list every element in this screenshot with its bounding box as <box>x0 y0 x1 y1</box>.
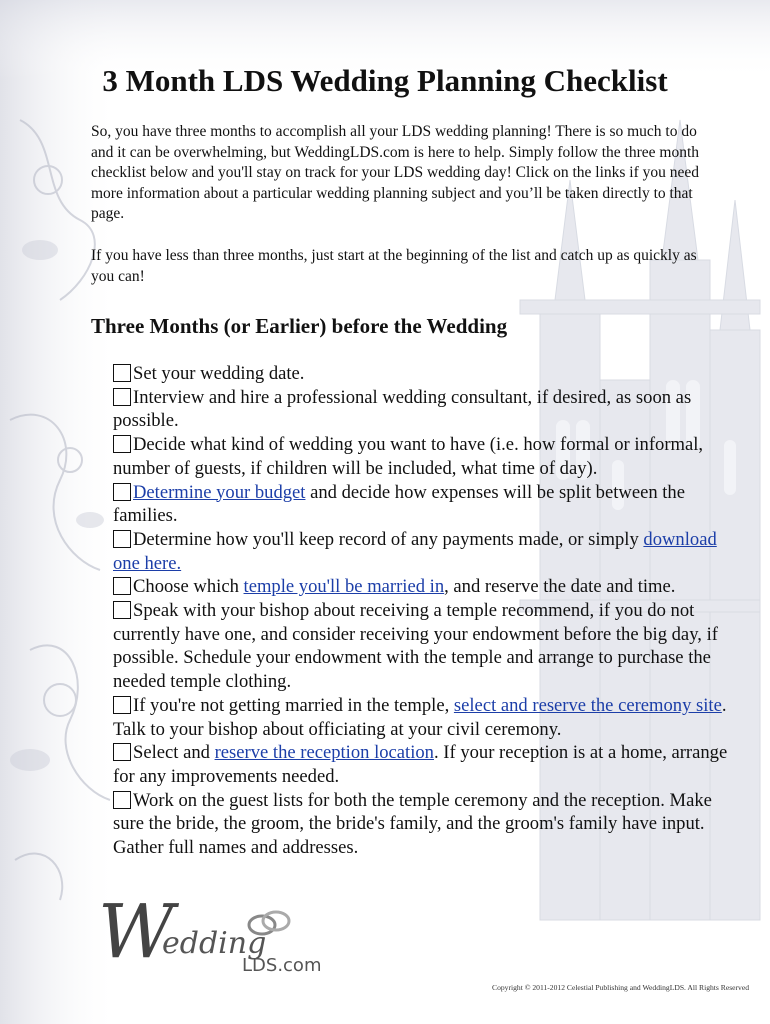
item-text: , and reserve the date and time. <box>444 576 676 598</box>
item-text: Determine how you'll keep record of any payments made, or simply <box>133 528 644 550</box>
checkbox[interactable] <box>113 601 131 619</box>
copyright-notice: Copyright © 2011-2012 Celestial Publishing and WeddingLDS. All Rights Reserved <box>492 983 750 992</box>
rings-icon <box>244 905 294 939</box>
item-text: Set your wedding date. <box>133 363 305 384</box>
checkbox[interactable] <box>113 530 131 548</box>
ceremony-site-link[interactable]: select and reserve the ceremony site <box>453 694 722 716</box>
section-heading: Three Months (or Earlier) before the Wedding <box>91 314 508 338</box>
checklist-item <box>113 362 738 386</box>
checklist-item <box>113 433 738 480</box>
page-title: 3 Month LDS Wedding Planning Checklist <box>102 63 668 98</box>
item-text: Interview and hire a professional wedding consultant, if desired, as soon as possible. <box>113 386 692 432</box>
checklist-item <box>113 481 738 528</box>
checklist-item <box>113 694 738 741</box>
logo-lds: LDS.com <box>242 955 322 976</box>
intro-paragraph: So, you have three months to accomplish all your LDS wedding planning! There is so much to do and it can be overwhelming, but WeddingLDS.com is here to help. Simply follow the three month checklist below and you'll stay on track for your LDS wedding day! Click on the links if you need more information about a particular wedding planning subject and you’ll be taken directly to that page. <box>91 123 700 223</box>
budget-link[interactable]: Determine your budget <box>133 481 306 503</box>
checkbox[interactable] <box>113 743 131 761</box>
temple-link[interactable]: temple you'll be married in <box>243 576 445 598</box>
intro-paragraph-2: If you have less than three months, just start at the beginning of the list and catch up as quickly as you can! <box>91 247 697 285</box>
logo-w: W <box>98 889 175 975</box>
checklist-item <box>113 599 738 694</box>
download-link[interactable]: download one here. <box>113 528 717 574</box>
item-text: Select and <box>133 742 215 764</box>
checkbox[interactable] <box>113 483 131 501</box>
checklist-item <box>113 528 738 575</box>
checkbox[interactable] <box>113 696 131 714</box>
item-text: Work on the guest lists for both the temple ceremony and the reception. Make sure the bride, the groom, the bride's family, and the groom's family have input. Gather full names and addresses. <box>113 789 712 859</box>
checklist-item <box>113 386 738 433</box>
item-text: . Talk to your bishop about officiating at your civil ceremony. <box>113 694 727 740</box>
checkbox[interactable] <box>113 577 131 595</box>
item-text: and decide how expenses will be split between the families. <box>113 481 685 527</box>
checklist-item <box>113 741 738 788</box>
checklist <box>113 362 738 860</box>
item-text: . If your reception is at a home, arrange for any improvements needed. <box>113 742 728 787</box>
checkbox[interactable] <box>113 791 131 809</box>
weddinglds-logo <box>92 889 352 995</box>
item-text: Speak with your bishop about receiving a temple recommend, if you do not currently have one, and consider receiving your endowment before the big day, if possible. Schedule your endowment with the temple and arrange to purchase the needed temple clothing. <box>113 600 718 693</box>
item-text: If you're not getting married in the temple, <box>133 694 454 716</box>
checkbox[interactable] <box>113 435 131 453</box>
reception-location-link[interactable]: reserve the reception location <box>214 742 434 764</box>
checkbox[interactable] <box>113 364 131 382</box>
checklist-item <box>113 575 738 599</box>
item-text: Choose which <box>133 576 244 598</box>
item-text: Decide what kind of wedding you want to have (i.e. how formal or informal, number of guests, if children will be included, what time of day). <box>113 434 704 479</box>
checkbox[interactable] <box>113 388 131 406</box>
checklist-item <box>113 789 738 860</box>
logo-edding: edding <box>162 926 267 961</box>
